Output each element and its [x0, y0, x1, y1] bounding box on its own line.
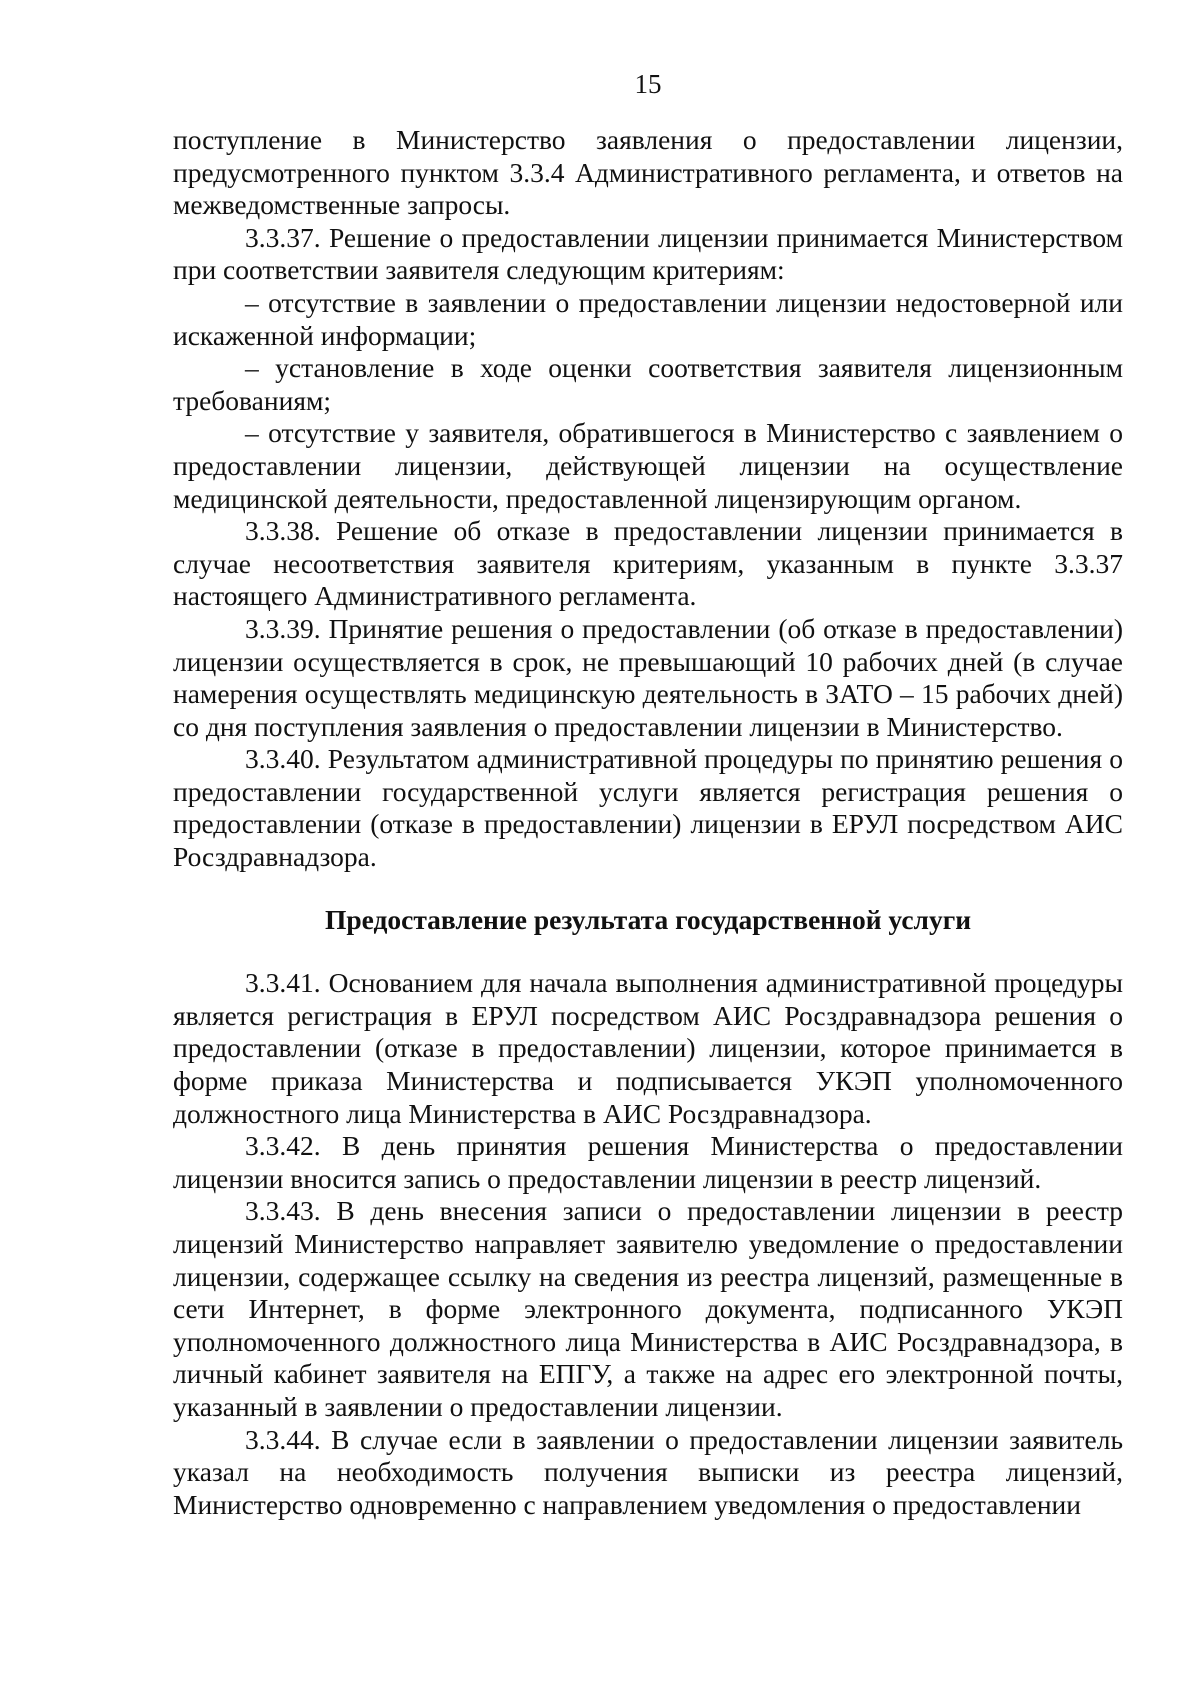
- paragraph-3-3-44: 3.3.44. В случае если в заявлении о предоставлении лицензии заявитель указал на необходимость получения выписки из реестра лицензий, Министерство одновременно с направлением уведомления о предоставлении: [173, 1423, 1123, 1520]
- paragraph-3-3-37: 3.3.37. Решение о предоставлении лицензии принимается Министерством при соответствии заявителя следующим критериям:: [173, 221, 1123, 286]
- criteria-item-2: – установление в ходе оценки соответствия заявителя лицензионным требованиям;: [173, 352, 1123, 416]
- page-number: 15: [634, 69, 662, 99]
- paragraph-3-3-38: 3.3.38. Решение об отказе в предоставлении лицензии принимается в случае несоответствия заявителя критериям, указанным в пункте 3.3.37 настоящего Административного регламента.: [173, 515, 1123, 612]
- paragraph-3-3-43: 3.3.43. В день внесения записи о предоставлении лицензии в реестр лицензий Министерство направляет заявителю уведомление о предоставлении лицензии, содержащее ссылку на сведения из реестра лицензий, размещенные в сети Интернет, в форме электронного документа, подписанного УКЭП уполномоченного должностного лица Министерства в АИС Росздравнадзора, в личный кабинет заявителя на ЕПГУ, а также на адрес его электронной почты, указанный в заявлении о предоставлении лицензии.: [173, 1195, 1123, 1422]
- section-heading: Предоставление результата государственной услуги: [324, 903, 972, 935]
- paragraph-3-3-39: 3.3.39. Принятие решения о предоставлении (об отказе в предоставлении) лицензии осуществляется в срок, не превышающий 10 рабочих дней (в случае намерения осуществлять медицинскую деятельность в ЗАТО – 15 рабочих дней) со дня поступления заявления о предоставлении лицензии в Министерство.: [173, 612, 1123, 742]
- criteria-item-3: – отсутствие у заявителя, обратившегося в Министерство с заявлением о предоставлении лицензии, действующей лицензии на осуществление медицинской деятельности, предоставленной лицензирующим органом.: [173, 417, 1123, 514]
- document-page: [173, 68, 1123, 1521]
- paragraph-3-3-41: 3.3.41. Основанием для начала выполнения административной процедуры является регистрация в ЕРУЛ посредством АИС Росздравнадзора решения о предоставлении (отказе в предоставлении) лицензии, которое принимается в форме приказа Министерства и подписывается УКЭП уполномоченного должностного лица Министерства в АИС Росздравнадзора.: [173, 967, 1123, 1129]
- paragraph-continuation: поступление в Министерство заявления о предоставлении лицензии, предусмотренного пунктом 3.3.4 Административного регламента, и ответов на межведомственные запросы.: [173, 124, 1123, 221]
- criteria-item-1: – отсутствие в заявлении о предоставлении лицензии недостоверной или искаженной информации;: [173, 286, 1123, 351]
- paragraph-3-3-40: 3.3.40. Результатом административной процедуры по принятию решения о предоставлении государственной услуги является регистрация решения о предоставлении (отказе в предоставлении) лицензии в ЕРУЛ посредством АИС Росздравнадзора.: [173, 743, 1123, 873]
- paragraph-3-3-42: 3.3.42. В день принятия решения Министерства о предоставлении лицензии вносится запись о предоставлении лицензии в реестр лицензий.: [173, 1130, 1123, 1194]
